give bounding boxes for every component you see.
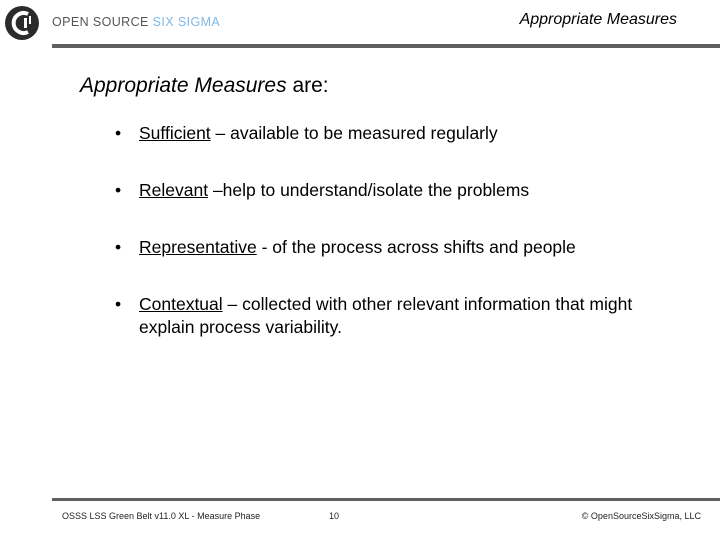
bullet-marker: • xyxy=(115,294,122,314)
footer-course-label: OSSS LSS Green Belt v11.0 XL - Measure Phase xyxy=(62,511,261,521)
slide-heading xyxy=(80,74,329,98)
bullet-text: – collected with other relevant information that might explain process variability. xyxy=(139,294,633,337)
bullet-term: Representative xyxy=(139,237,257,257)
bullet-item xyxy=(115,122,675,145)
header-divider xyxy=(52,44,720,48)
bullet-marker: • xyxy=(115,123,122,143)
bullet-item xyxy=(115,236,675,259)
page-number: 10 xyxy=(329,511,340,521)
bullet-marker: • xyxy=(115,180,122,200)
bullet-text: –help to understand/isolate the problems xyxy=(208,180,530,200)
footer-copyright: © OpenSourceSixSigma, LLC xyxy=(581,511,701,521)
open-source-six-sigma-logo-icon xyxy=(4,5,40,41)
bullet-item xyxy=(115,293,675,339)
bullet-text: - of the process across shifts and people xyxy=(256,237,576,257)
brand-name: OPEN SOURCE SIX SIGMA xyxy=(52,15,221,29)
footer-divider xyxy=(52,498,720,501)
bullet-marker: • xyxy=(115,237,122,257)
bullet-item xyxy=(115,179,675,202)
bullet-term: Contextual xyxy=(139,294,223,314)
heading-emphasis: Appropriate Measures xyxy=(80,74,287,97)
slide-header-title: Appropriate Measures xyxy=(519,11,677,28)
heading-rest: are: xyxy=(286,74,329,97)
bullet-text: – available to be measured regularly xyxy=(210,123,498,143)
bullet-list xyxy=(115,122,675,339)
bullet-term: Relevant xyxy=(139,180,209,200)
bullet-term: Sufficient xyxy=(139,123,211,143)
